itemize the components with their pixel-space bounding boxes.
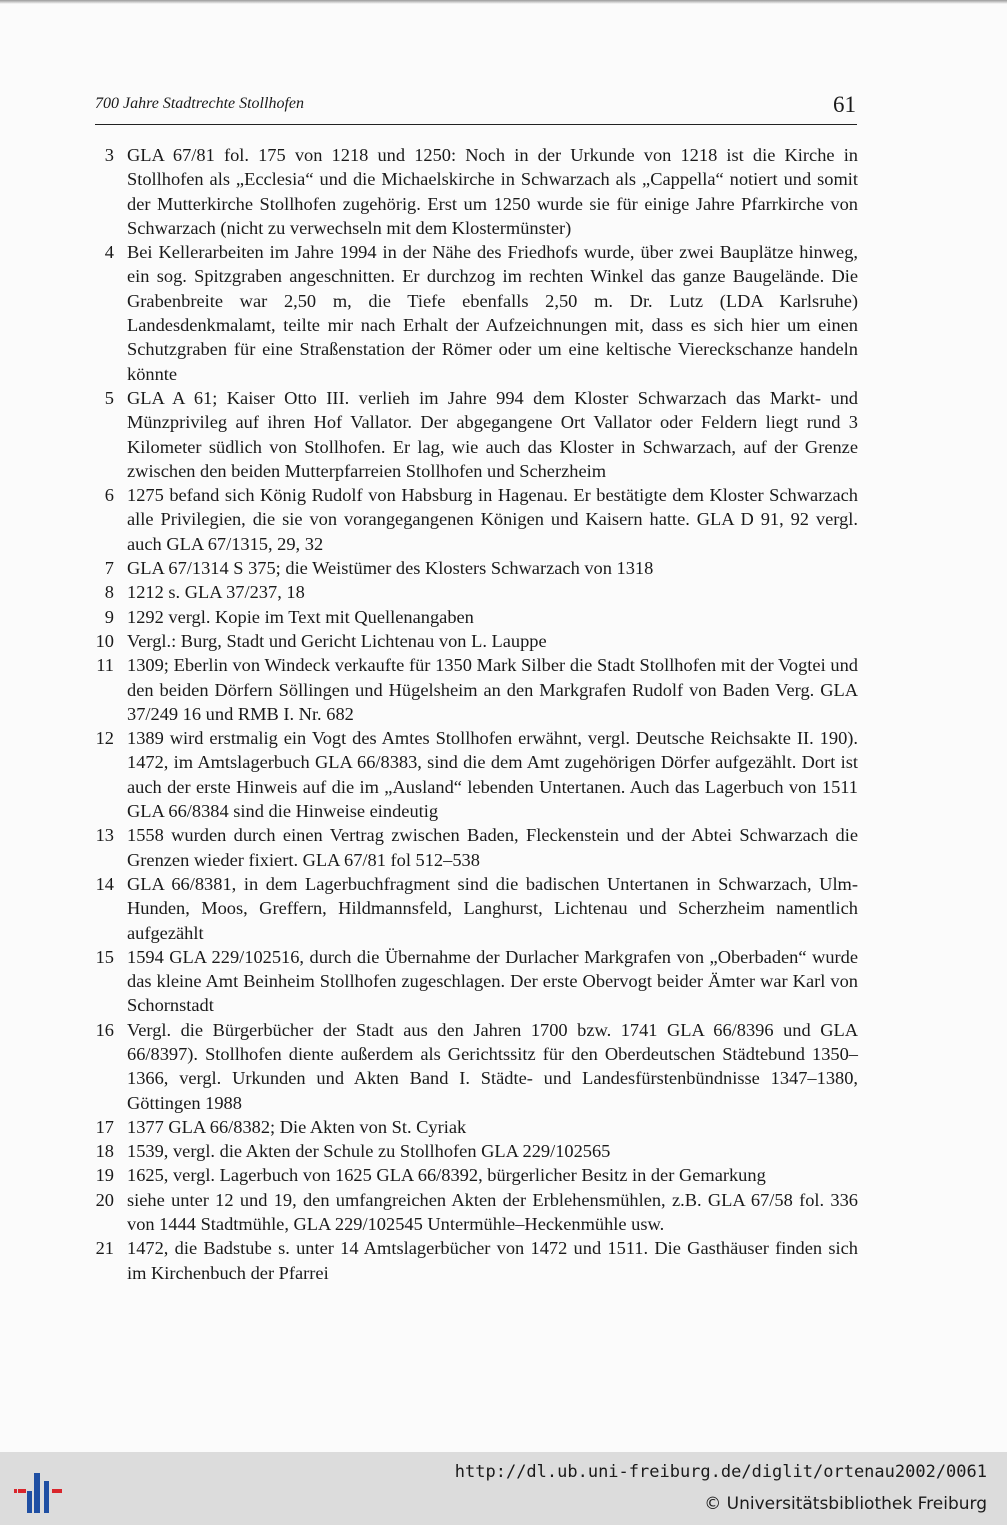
footnote-number: 14: [95, 873, 114, 894]
logo-bar-left: [18, 1489, 26, 1493]
logo-bar-left-outer: [14, 1489, 17, 1493]
running-header: [95, 92, 857, 125]
running-title: 700 Jahre Stadtrechte Stollhofen: [95, 95, 304, 112]
footnote-number: 10: [95, 630, 114, 651]
footnote-number: 16: [95, 1019, 114, 1040]
footnote: [82, 1163, 858, 1187]
footnote-number: 6: [104, 485, 114, 506]
footnote-number: 21: [95, 1238, 114, 1259]
footnote-text: GLA 66/8381, in dem Lagerbuchfragment sind die badischen Untertanen in Schwarzach, Ulm-Hunden, Moos, Greffern, Hildmannsfeld, Langhurst, Lichtenau und Scherzheim namentlich aufgezählt: [127, 873, 858, 943]
footnote-text: GLA 67/81 fol. 175 von 1218 und 1250: Noch in der Urkunde von 1218 ist die Kirche in Stollhofen als „Ecclesia“ und die Michaelskirche in Schwarzach als „Cappella“ notiert und somit der Mutterkirche Stollhofen zugehörig. Erst um 1250 wurde sie für einige Jahre Pfarrkirche von Schwarzach (nicht zu verwechseln mit dem Klostermünster): [127, 145, 858, 238]
logo-bar-right-red: [52, 1489, 62, 1493]
footnote-number: 7: [104, 558, 114, 579]
footnote-text: 1389 wird erstmalig ein Vogt des Amtes Stollhofen erwähnt, vergl. Deutsche Reichsakte II. 190). 1472, im Amtslagerbuch GLA 66/8383, sind die dem Amt zugehörigen Dörfer aufgezählt. Dort ist auch der erste Hinweis auf die im „Ausland“ lebenden Untertanen. Auch das Lagerbuch von 1511 GLA 66/8384 sind die Hinweise eindeutig: [127, 728, 858, 822]
footnote-text: GLA A 61; Kaiser Otto III. verlieh im Jahre 994 dem Kloster Schwarzach das Markt- und Münzprivileg auf ihren Hof Vallator. Der abgegangene Ort Vallator oder Feldern liegt rund 3 Kilometer südlich von Stollhofen. Er lag, wie auch das Kloster in Schwarzach, auf der Grenze zwischen den beiden Mutterpfarreien Stollhofen und Scherzheim: [127, 387, 858, 481]
footnote: [82, 483, 858, 556]
footnote: [82, 1139, 858, 1163]
viewer-footer: [0, 1452, 1007, 1525]
logo-bar-mid: [27, 1491, 32, 1513]
footnote: [82, 1236, 858, 1285]
footnote-number: 11: [96, 655, 114, 676]
footnote: [82, 143, 858, 240]
footnote-number: 13: [95, 825, 114, 846]
page-number: 61: [833, 92, 856, 117]
footnote-number: 17: [95, 1116, 114, 1137]
footnotes-list: [82, 143, 858, 1285]
footnote-number: 8: [104, 582, 114, 603]
footnote: [82, 629, 858, 653]
footnote: [82, 1115, 858, 1139]
footnote-text: 1594 GLA 229/102516, durch die Übernahme der Durlacher Markgrafen von „Oberbaden“ wurde das kleine Amt Beinheim Stollhofen zugeschlagen. Der erste Obervogt beider Ämter war Karl von Schornstadt: [127, 946, 858, 1016]
permalink-url[interactable]: http://dl.ub.uni-freiburg.de/diglit/ortenau2002/0061: [454, 1462, 987, 1482]
footnote-text: 1309; Eberlin von Windeck verkaufte für 1350 Mark Silber die Stadt Stollhofen mit der Vogtei und den beiden Dörfern Söllingen und Hügelsheim an den Markgrafen Rudolf von Baden Verg. GLA 37/249 16 und RMB I. Nr. 682: [127, 655, 858, 724]
footnote-text: 1292 vergl. Kopie im Text mit Quellenangaben: [127, 606, 474, 627]
logo-bar-center: [34, 1473, 40, 1513]
footnote: [82, 1018, 858, 1115]
footnote-number: 19: [95, 1165, 114, 1186]
footnote-text: 1275 befand sich König Rudolf von Habsburg in Hagenau. Er bestätigte dem Kloster Schwarzach alle Privilegien, die sie von vorangegangenen Königen und Kaisern hatte. GLA D 91, 92 vergl. auch GLA 67/1315, 29, 32: [127, 485, 858, 554]
footnote-text: 1212 s. GLA 37/237, 18: [127, 582, 305, 603]
footnote: [82, 1188, 858, 1237]
footnote-number: 20: [95, 1189, 114, 1210]
footnote-text: siehe unter 12 und 19, den umfangreichen Akten der Erblehensmühlen, z.B. GLA 67/58 fol. 336 von 1444 Stadtmühle, GLA 229/102545 Untermühle–Heckenmühle usw.: [127, 1189, 858, 1235]
footnote-text: Bei Kellerarbeiten im Jahre 1994 in der Nähe des Friedhofs wurde, über zwei Bauplätze hinweg, ein sog. Spitzgraben angeschnitten. Er durchzog im rechten Winkel das ganze Baugelände. Die Grabenbreite war 2,50 m, die Tiefe ebenfalls 2,50 m. Dr. Lutz (LDA Karlsruhe) Landesdenkmalamt, teilte mir nach Erhalt der Aufzeichnungen mit, dass es sich hier um einen Schutzgraben für eine Straßenstation der Römer oder um eine keltische Viereckschanze handeln könnte: [127, 242, 858, 384]
footnote: [82, 872, 858, 945]
footnote: [82, 556, 858, 580]
footnote: [82, 605, 858, 629]
footnote: [82, 726, 858, 823]
footnote-text: GLA 67/1314 S 375; die Weistümer des Klosters Schwarzach von 1318: [127, 558, 654, 579]
footnote-text: 1558 wurden durch einen Vertrag zwischen Baden, Fleckenstein und der Abtei Schwarzach die Grenzen wieder fixiert. GLA 67/81 fol 512–538: [127, 825, 858, 870]
footnote-text: 1625, vergl. Lagerbuch von 1625 GLA 66/8392, bürgerlicher Besitz in der Gemarkung: [127, 1165, 766, 1186]
footnote-number: 18: [95, 1141, 114, 1162]
footnote-number: 3: [104, 145, 114, 165]
footnote-number: 9: [104, 606, 114, 627]
logo-bar-right: [44, 1481, 49, 1513]
footnote-number: 4: [104, 242, 114, 263]
copyright-notice: © Universitätsbibliothek Freiburg: [704, 1494, 987, 1514]
ub-freiburg-logo-icon[interactable]: [14, 1463, 66, 1515]
footnote-number: 5: [104, 387, 114, 408]
footnote-number: 12: [95, 728, 114, 749]
footnote: [82, 945, 858, 1018]
footnote-text: 1472, die Badstube s. unter 14 Amtslagerbücher von 1472 und 1511. Die Gasthäuser finden sich im Kirchenbuch der Pfarrei: [127, 1238, 858, 1283]
footnote-text: Vergl.: Burg, Stadt und Gericht Lichtenau von L. Lauppe: [127, 630, 547, 651]
footnote-text: 1539, vergl. die Akten der Schule zu Stollhofen GLA 229/102565: [127, 1141, 611, 1162]
footnote: [82, 386, 858, 483]
footnote: [82, 580, 858, 604]
footnote: [82, 823, 858, 872]
page-top-shadow: [0, 0, 1007, 4]
footnote-text: 1377 GLA 66/8382; Die Akten von St. Cyriak: [127, 1116, 467, 1137]
footnote: [82, 653, 858, 726]
footnote-number: 15: [95, 946, 114, 967]
footnote-text: Vergl. die Bürgerbücher der Stadt aus den Jahren 1700 bzw. 1741 GLA 66/8396 und GLA 66/8397). Stollhofen diente außerdem als Gerichtssitz für den Oberdeutschen Städtebund 1350–1366, vergl. Urkunden und Akten Band I. Städte- und Landesfürstenbündnisse 1347–1380, Göttingen 1988: [127, 1019, 858, 1113]
footnote: [82, 240, 858, 386]
